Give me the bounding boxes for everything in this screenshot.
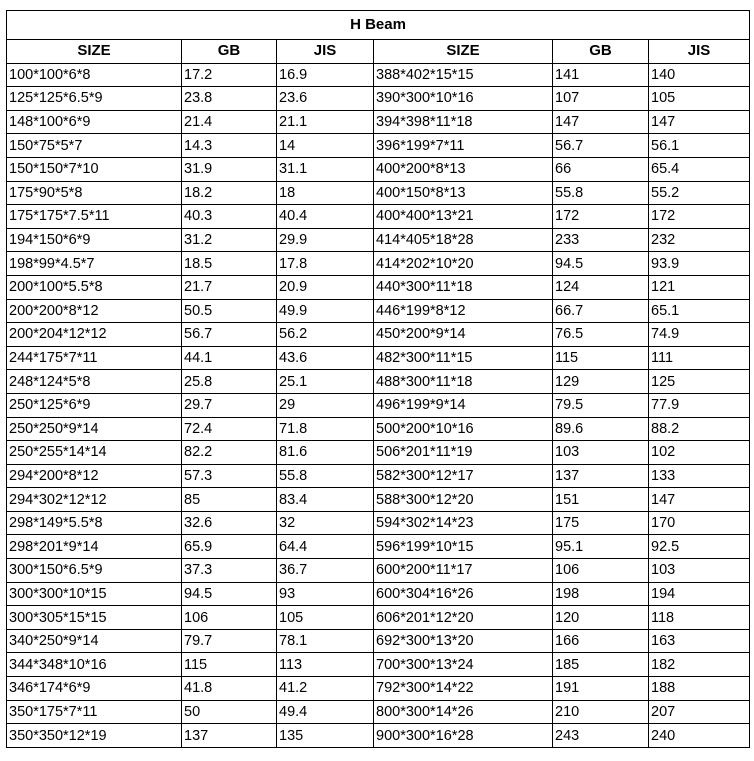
table-title-row — [7, 11, 750, 40]
table-body — [7, 63, 750, 747]
cell-jis-left: 41.2 — [277, 677, 374, 701]
cell-size-right: 588*300*12*20 — [374, 488, 553, 512]
cell-gb-left: 18.2 — [182, 181, 277, 205]
cell-size-right: 396*199*7*11 — [374, 134, 553, 158]
cell-jis-left: 71.8 — [277, 417, 374, 441]
cell-jis-right: 55.2 — [649, 181, 750, 205]
cell-jis-right: 163 — [649, 629, 750, 653]
cell-size-left: 250*255*14*14 — [7, 441, 182, 465]
cell-size-right: 594*302*14*23 — [374, 511, 553, 535]
cell-jis-left: 78.1 — [277, 629, 374, 653]
cell-jis-left: 55.8 — [277, 464, 374, 488]
table-row — [7, 464, 750, 488]
table-header-row — [7, 40, 750, 64]
cell-size-left: 100*100*6*8 — [7, 63, 182, 87]
cell-gb-left: 137 — [182, 724, 277, 748]
cell-size-right: 792*300*14*22 — [374, 677, 553, 701]
cell-size-left: 298*149*5.5*8 — [7, 511, 182, 535]
cell-jis-left: 18 — [277, 181, 374, 205]
table-row — [7, 299, 750, 323]
h-beam-table — [6, 10, 750, 748]
cell-gb-right: 55.8 — [553, 181, 649, 205]
cell-jis-right: 140 — [649, 63, 750, 87]
cell-jis-right: 111 — [649, 346, 750, 370]
cell-size-left: 175*175*7.5*11 — [7, 205, 182, 229]
cell-jis-right: 188 — [649, 677, 750, 701]
cell-size-right: 394*398*11*18 — [374, 110, 553, 134]
cell-size-left: 200*200*8*12 — [7, 299, 182, 323]
cell-gb-left: 85 — [182, 488, 277, 512]
table-row — [7, 346, 750, 370]
cell-size-left: 250*125*6*9 — [7, 393, 182, 417]
cell-jis-left: 43.6 — [277, 346, 374, 370]
cell-gb-left: 40.3 — [182, 205, 277, 229]
cell-size-right: 414*405*18*28 — [374, 228, 553, 252]
cell-jis-right: 207 — [649, 700, 750, 724]
cell-size-left: 244*175*7*11 — [7, 346, 182, 370]
cell-size-right: 400*150*8*13 — [374, 181, 553, 205]
cell-jis-left: 31.1 — [277, 157, 374, 181]
cell-jis-left: 29 — [277, 393, 374, 417]
table-row — [7, 275, 750, 299]
table-row — [7, 110, 750, 134]
table-row — [7, 441, 750, 465]
cell-gb-left: 56.7 — [182, 323, 277, 347]
cell-jis-left: 16.9 — [277, 63, 374, 87]
table-row — [7, 700, 750, 724]
cell-gb-right: 94.5 — [553, 252, 649, 276]
cell-gb-left: 50.5 — [182, 299, 277, 323]
cell-gb-left: 79.7 — [182, 629, 277, 653]
cell-size-right: 596*199*10*15 — [374, 535, 553, 559]
cell-jis-left: 14 — [277, 134, 374, 158]
cell-gb-left: 31.9 — [182, 157, 277, 181]
table-row — [7, 228, 750, 252]
cell-jis-left: 56.2 — [277, 323, 374, 347]
cell-size-left: 150*75*5*7 — [7, 134, 182, 158]
cell-jis-right: 194 — [649, 582, 750, 606]
cell-gb-right: 151 — [553, 488, 649, 512]
table-row — [7, 63, 750, 87]
cell-size-right: 700*300*13*24 — [374, 653, 553, 677]
table-row — [7, 677, 750, 701]
header-gb-right: GB — [553, 40, 649, 64]
cell-size-right: 482*300*11*15 — [374, 346, 553, 370]
cell-size-right: 500*200*10*16 — [374, 417, 553, 441]
table-row — [7, 157, 750, 181]
cell-jis-right: 56.1 — [649, 134, 750, 158]
cell-size-left: 300*300*10*15 — [7, 582, 182, 606]
cell-gb-right: 120 — [553, 606, 649, 630]
table-row — [7, 535, 750, 559]
cell-gb-left: 18.5 — [182, 252, 277, 276]
cell-size-left: 148*100*6*9 — [7, 110, 182, 134]
cell-size-right: 800*300*14*26 — [374, 700, 553, 724]
cell-jis-left: 113 — [277, 653, 374, 677]
cell-gb-left: 32.6 — [182, 511, 277, 535]
cell-jis-right: 65.1 — [649, 299, 750, 323]
cell-size-left: 300*305*15*15 — [7, 606, 182, 630]
cell-jis-right: 240 — [649, 724, 750, 748]
table-row — [7, 205, 750, 229]
table-row — [7, 653, 750, 677]
cell-gb-left: 94.5 — [182, 582, 277, 606]
cell-size-left: 340*250*9*14 — [7, 629, 182, 653]
cell-gb-right: 124 — [553, 275, 649, 299]
cell-jis-right: 65.4 — [649, 157, 750, 181]
table-row — [7, 511, 750, 535]
cell-gb-left: 37.3 — [182, 559, 277, 583]
cell-size-right: 446*199*8*12 — [374, 299, 553, 323]
cell-size-right: 600*200*11*17 — [374, 559, 553, 583]
cell-gb-right: 185 — [553, 653, 649, 677]
cell-size-right: 450*200*9*14 — [374, 323, 553, 347]
cell-gb-left: 25.8 — [182, 370, 277, 394]
cell-jis-left: 20.9 — [277, 275, 374, 299]
header-size-left: SIZE — [7, 40, 182, 64]
header-size-right: SIZE — [374, 40, 553, 64]
cell-jis-right: 147 — [649, 110, 750, 134]
cell-gb-left: 17.2 — [182, 63, 277, 87]
table-row — [7, 417, 750, 441]
cell-jis-right: 118 — [649, 606, 750, 630]
cell-size-right: 496*199*9*14 — [374, 393, 553, 417]
cell-gb-right: 56.7 — [553, 134, 649, 158]
cell-size-right: 400*200*8*13 — [374, 157, 553, 181]
cell-size-right: 440*300*11*18 — [374, 275, 553, 299]
table-row — [7, 393, 750, 417]
table-row — [7, 629, 750, 653]
cell-gb-right: 175 — [553, 511, 649, 535]
cell-jis-left: 83.4 — [277, 488, 374, 512]
cell-jis-right: 88.2 — [649, 417, 750, 441]
table-row — [7, 559, 750, 583]
cell-jis-right: 74.9 — [649, 323, 750, 347]
cell-size-right: 414*202*10*20 — [374, 252, 553, 276]
cell-gb-left: 115 — [182, 653, 277, 677]
cell-gb-right: 76.5 — [553, 323, 649, 347]
cell-gb-left: 41.8 — [182, 677, 277, 701]
cell-gb-left: 65.9 — [182, 535, 277, 559]
table-title: H Beam — [7, 11, 750, 40]
cell-size-right: 692*300*13*20 — [374, 629, 553, 653]
cell-gb-left: 29.7 — [182, 393, 277, 417]
cell-gb-right: 172 — [553, 205, 649, 229]
cell-jis-left: 81.6 — [277, 441, 374, 465]
cell-gb-left: 50 — [182, 700, 277, 724]
cell-jis-left: 17.8 — [277, 252, 374, 276]
cell-size-left: 344*348*10*16 — [7, 653, 182, 677]
cell-jis-left: 25.1 — [277, 370, 374, 394]
cell-jis-right: 170 — [649, 511, 750, 535]
cell-gb-right: 198 — [553, 582, 649, 606]
cell-size-left: 346*174*6*9 — [7, 677, 182, 701]
cell-size-left: 150*150*7*10 — [7, 157, 182, 181]
cell-gb-right: 66 — [553, 157, 649, 181]
cell-gb-right: 141 — [553, 63, 649, 87]
cell-gb-right: 106 — [553, 559, 649, 583]
cell-jis-left: 29.9 — [277, 228, 374, 252]
cell-gb-right: 137 — [553, 464, 649, 488]
table-row — [7, 488, 750, 512]
cell-jis-right: 182 — [649, 653, 750, 677]
cell-jis-right: 102 — [649, 441, 750, 465]
cell-size-right: 506*201*11*19 — [374, 441, 553, 465]
cell-gb-right: 233 — [553, 228, 649, 252]
table-row — [7, 87, 750, 111]
cell-jis-right: 125 — [649, 370, 750, 394]
cell-size-left: 350*350*12*19 — [7, 724, 182, 748]
cell-size-left: 200*204*12*12 — [7, 323, 182, 347]
h-beam-document — [6, 10, 749, 748]
cell-jis-left: 32 — [277, 511, 374, 535]
cell-gb-left: 14.3 — [182, 134, 277, 158]
cell-gb-left: 44.1 — [182, 346, 277, 370]
cell-jis-left: 21.1 — [277, 110, 374, 134]
cell-gb-left: 82.2 — [182, 441, 277, 465]
cell-jis-left: 40.4 — [277, 205, 374, 229]
cell-size-right: 606*201*12*20 — [374, 606, 553, 630]
table-row — [7, 370, 750, 394]
cell-size-right: 582*300*12*17 — [374, 464, 553, 488]
cell-gb-left: 72.4 — [182, 417, 277, 441]
cell-jis-left: 64.4 — [277, 535, 374, 559]
table-row — [7, 606, 750, 630]
cell-jis-right: 232 — [649, 228, 750, 252]
cell-gb-right: 191 — [553, 677, 649, 701]
cell-jis-left: 93 — [277, 582, 374, 606]
cell-size-right: 488*300*11*18 — [374, 370, 553, 394]
cell-gb-left: 21.7 — [182, 275, 277, 299]
cell-jis-left: 49.9 — [277, 299, 374, 323]
cell-gb-right: 129 — [553, 370, 649, 394]
cell-jis-right: 93.9 — [649, 252, 750, 276]
cell-size-left: 298*201*9*14 — [7, 535, 182, 559]
cell-size-left: 198*99*4.5*7 — [7, 252, 182, 276]
cell-gb-left: 57.3 — [182, 464, 277, 488]
cell-size-right: 388*402*15*15 — [374, 63, 553, 87]
cell-jis-left: 105 — [277, 606, 374, 630]
cell-gb-right: 210 — [553, 700, 649, 724]
cell-jis-right: 147 — [649, 488, 750, 512]
cell-gb-right: 147 — [553, 110, 649, 134]
table-row — [7, 582, 750, 606]
cell-jis-right: 92.5 — [649, 535, 750, 559]
cell-size-left: 175*90*5*8 — [7, 181, 182, 205]
cell-size-right: 900*300*16*28 — [374, 724, 553, 748]
cell-gb-left: 106 — [182, 606, 277, 630]
table-row — [7, 134, 750, 158]
cell-size-left: 300*150*6.5*9 — [7, 559, 182, 583]
cell-size-left: 248*124*5*8 — [7, 370, 182, 394]
cell-jis-right: 77.9 — [649, 393, 750, 417]
header-jis-left: JIS — [277, 40, 374, 64]
header-gb-left: GB — [182, 40, 277, 64]
cell-jis-right: 105 — [649, 87, 750, 111]
table-row — [7, 181, 750, 205]
cell-gb-right: 107 — [553, 87, 649, 111]
cell-size-left: 294*302*12*12 — [7, 488, 182, 512]
cell-gb-right: 103 — [553, 441, 649, 465]
cell-size-right: 400*400*13*21 — [374, 205, 553, 229]
cell-size-left: 200*100*5.5*8 — [7, 275, 182, 299]
cell-size-left: 250*250*9*14 — [7, 417, 182, 441]
cell-gb-right: 66.7 — [553, 299, 649, 323]
table-row — [7, 252, 750, 276]
cell-size-left: 194*150*6*9 — [7, 228, 182, 252]
cell-gb-right: 166 — [553, 629, 649, 653]
cell-gb-right: 243 — [553, 724, 649, 748]
cell-gb-left: 21.4 — [182, 110, 277, 134]
cell-jis-right: 121 — [649, 275, 750, 299]
cell-gb-right: 95.1 — [553, 535, 649, 559]
header-jis-right: JIS — [649, 40, 750, 64]
cell-jis-left: 135 — [277, 724, 374, 748]
cell-size-right: 390*300*10*16 — [374, 87, 553, 111]
cell-jis-right: 133 — [649, 464, 750, 488]
table-row — [7, 724, 750, 748]
cell-jis-left: 23.6 — [277, 87, 374, 111]
cell-jis-left: 49.4 — [277, 700, 374, 724]
cell-gb-right: 89.6 — [553, 417, 649, 441]
cell-jis-right: 172 — [649, 205, 750, 229]
cell-size-left: 125*125*6.5*9 — [7, 87, 182, 111]
cell-gb-left: 23.8 — [182, 87, 277, 111]
cell-size-left: 350*175*7*11 — [7, 700, 182, 724]
cell-size-right: 600*304*16*26 — [374, 582, 553, 606]
table-row — [7, 323, 750, 347]
cell-jis-left: 36.7 — [277, 559, 374, 583]
cell-gb-left: 31.2 — [182, 228, 277, 252]
cell-jis-right: 103 — [649, 559, 750, 583]
cell-gb-right: 115 — [553, 346, 649, 370]
cell-gb-right: 79.5 — [553, 393, 649, 417]
cell-size-left: 294*200*8*12 — [7, 464, 182, 488]
